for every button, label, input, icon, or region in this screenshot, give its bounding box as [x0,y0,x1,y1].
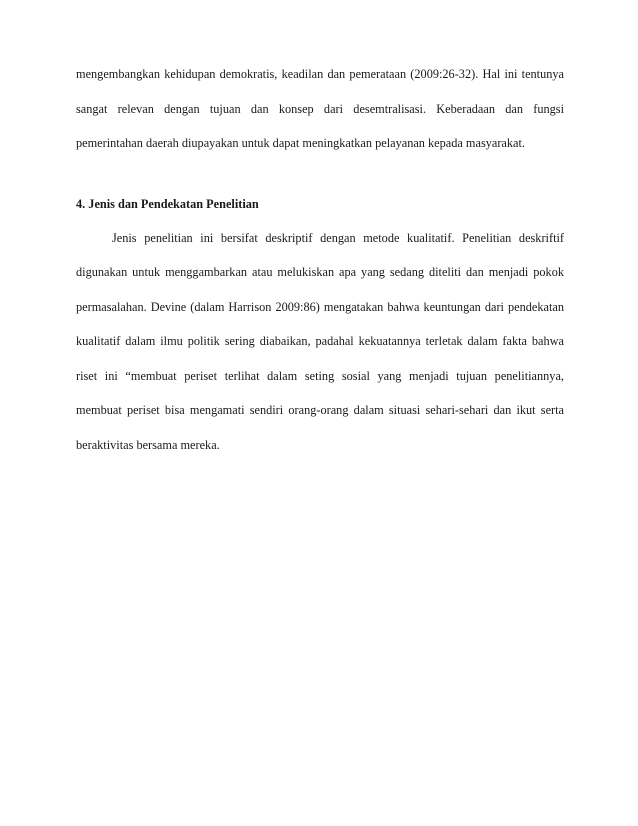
page-body [76,64,564,469]
text-line: sangat relevan dengan tujuan dan konsep dari desemtralisasi. Keberadaan dan fungsi [76,101,564,116]
text-line: mengembangkan kehidupan demokratis, keadilan dan pemerataan (2009:26-32). Hal ini tentunya [76,67,564,81]
text-line: permasalahan. Devine (dalam Harrison 2009:86) mengatakan bahwa keuntungan dari pendekatan [76,299,564,314]
text-line: Jenis penelitian ini bersifat deskriptif dengan metode kualitatif. Penelitian deskriftif [112,230,564,245]
paragraph-research-method [76,228,564,470]
text-line: kualitatif dalam ilmu politik sering diabaikan, padahal kekuatannya terletak dalam fakta bahwa [76,334,564,348]
text-line: digunakan untuk menggambarkan atau melukiskan apa yang sedang diteliti dan menjadi pokok [76,265,564,279]
text-line: riset ini “membuat periset terlihat dalam seting sosial yang menjadi tujuan penelitiannya, [76,368,564,383]
text-line: pemerintahan daerah diupayakan untuk dapat meningkatkan pelayanan kepada masyarakat. [76,136,525,150]
text-line: beraktivitas bersama mereka. [76,437,220,452]
text-line: membuat periset bisa mengamati sendiri orang-orang dalam situasi sehari-sehari dan ikut serta [76,403,564,417]
paragraph-continuation [76,64,564,168]
section-heading: 4. Jenis dan Pendekatan Penelitian [76,196,259,211]
paragraph-spacer [76,168,564,194]
